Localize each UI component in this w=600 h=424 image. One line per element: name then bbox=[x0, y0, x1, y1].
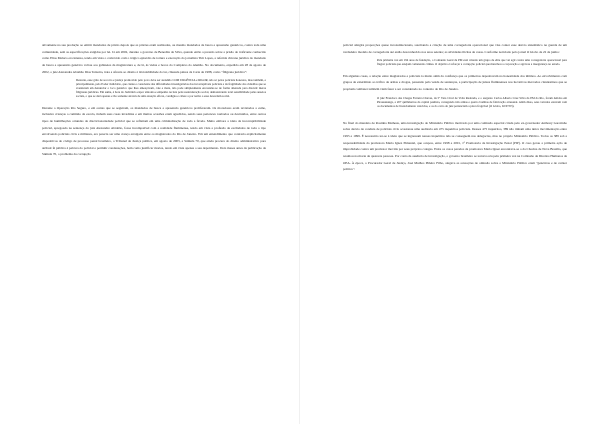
right-page bbox=[343, 42, 567, 173]
paragraph-2: Durante a Operação Rio Seguro, e em outras que se seguiram, os mandados de busca e apreensão genéricos proliferaram. Os moradores eram revistados a esmo, inclusive crianças a caminho da escola, tinham suas casas invadidas e em muitas ocasiões eram agredidos, sendo seus pertences roubados ou destruídos, entre outros tipos de humilhações oriundas da discricionariedade policial que se refletiam em uma criminalização de toda a favela. Muito embora a ideia da incorruptibilidade policial, apregoada na sentença do juiz Alexandre Abrahão, fosse incompatível com a realidade fluminense, tendo em vista a profusão de escândalos de toda o tipo envolvendo policiais civis e militares, era parecia ser uma crença arraigada entre os magistrados do Rio de Janeiro. Em um entendimento que contraria explicitamente dispositivos do código de processo penal brasileiro, o Tribunal de Justiça publica, em agosto de 2003, a Súmula 70, que ainda procura do direito administrativo para atribuir fé pública à palavra do policial e permitir condenações, bem como justificar mortes, tendo em vista apenas o seu depoimento. Dois meses antes da publicação da Súmula 70, o problema da corrupção bbox=[42, 105, 266, 157]
block-quote: Destarte, esse grito de socorro e justiça promovido pelo povo deve ser atendido COM URGÊNCIA e RIGOR, não só pelos policiais honestos, mas também, e principalmente, pelo Poder Judiciário, que ciente e consciente das dificuldades investigatórias dos incorruptíveis policiais e da fragilidade dos cidadãos que se aventuram em denunciar o loco genérico que lhes ameaçavam, cale e mata, não pode simplesmente encastelar-se de forma alienada para discutir meras filigranas jurídicas. Em suma, é hora do Judiciário expor sintonia e empenho na luta pela reestruturação social, demonstrando total sensibilidade pelas anseios sociais, o que se dará apenas e tão somente através de uma atuação eficaz, condigna e célere a por termo a essa desordem social. bbox=[76, 78, 266, 99]
paragraph-1: ativamente na sua produção ao emitir mandados de prisão depois que as prisões eram realizadas, ou mesmo mandados de busca e apreensão genéricos, contra toda uma comunidade, sem as especificações exigidas por lei. Já em 2002, durante o governo de Benedita da Silva, quando então a pressão sobre a prisão do traficante conhecido como Elias Maluco era intensa, tendo em vista o comovido com o trágico episódio de tortura e execução do jornalista Tim Lopes, a referida chicana jurídica do mandado de busca e apreensão genérico voltou aos gabinetes da magistratura e, de lá, às vielas e becos do Complexo do Alemão. No documento, expedido em 28 de agosto de 2002, o juiz Alexandre Abrahão Dias Teixeira, trata a afronta ao direito à inviolabilidade do lar, cláusula pétrea da Carta de 1988, como "filigrana jurídica": bbox=[42, 43, 266, 74]
paragraph-2: Em algumas casas, a relação entre magistrados e policiais ia muito além da confiança que os primeiros depositavam na honestidade dos últimos. Ao envolvimento com grupos de extermínio ao tráfico de armas e drogas, passando pela venda de sentenças, a participação de juízes fluminenses nos lucrativos mercados clandestinos que se propõem combater também viam fazer a ser considerado no contexto do Rio de Janeiro. bbox=[343, 73, 567, 91]
paragraph-1: policial atingira proporções quase inconstitucionais, suscitando a criação de uma corregedoria operacional que visa conter esse desvio sistemático na guarda de um verdadeiro modelo de corregedoria até então desconhecido nos anos setenta; as atividades ilícitas de casas. Conforme noticiado pelo jornal O Globo de 22 de junho: bbox=[343, 43, 567, 54]
left-page bbox=[42, 42, 266, 158]
page-gutter bbox=[299, 0, 300, 424]
block-quote: Pela primeira vez em 194 anos de fundação, o Comando Geral da PM está criando um grupo de elite que vai agir contra uma corregedoria operacional para flagrar policiais que estejam cometendo crimes. O objetivo é reforçar a corrupção policial que manchou a corporação e agravou a insegurança no estado. bbox=[377, 58, 567, 67]
paragraph-3: No final do mandato de Rosinha Matheus, uma investigação do Ministério Público motivado por uma comissão especial criada pelo ex-governador Anthony Garotinho sobre desvio de conduta de policiais civis ocasionou uma auditoria em 475 inquéritos policiais. Desses 475 inquéritos, 389 não tinham uma única movimentação entre 1995 e 1999. É necessário ter-se à ideia que se ingressam nesses inquéritos não se conseguem nas delegacias, mas no próprio Ministério Público. Todos os 389 sob a responsabilidade da promotora Maria Ignez Pimentel, que ocupou, entre 1998 e 2001, 1ª Promotoria de Investigação Penal (PIP). O caso gerou a primeira ação de improbidade contra um promotor movida por seus próprios colegas. Entre os casos parados da promotora Maria Ignez encontrava-se o da Chacina de Nova Brasília, que resultou na morte de quatorze pessoas. Por conta da ausência de investigação, o governo brasileiro se tornava réu pela primeira vez na Comissão de Direitos Humanos da OEA. À época, o Procurador Geral de Justiça, José Muiños Piñeiro Filho, alegava as acusações de omissão sobre o Ministério Público eram "genéricas e de caráter político". bbox=[343, 120, 567, 172]
block-quote: O juiz Francisco das Chagas Ferreira Chaves, da 5ª Vara Cível de Volta Redonda, e o sargento Carlos Alberto Cruz Silva da PM do Rio, foram detidos em Pirassununga, a 207 quilômetros da capital paulista, carregando três armas e quatro bombas de fabricação artesanal. Além disso, seus veículos estavam com os documentos de licenciamento vencidos, e os do carro do juiz pertenciam a placa fragrável (O Globo, 02/07/03). bbox=[377, 95, 567, 108]
